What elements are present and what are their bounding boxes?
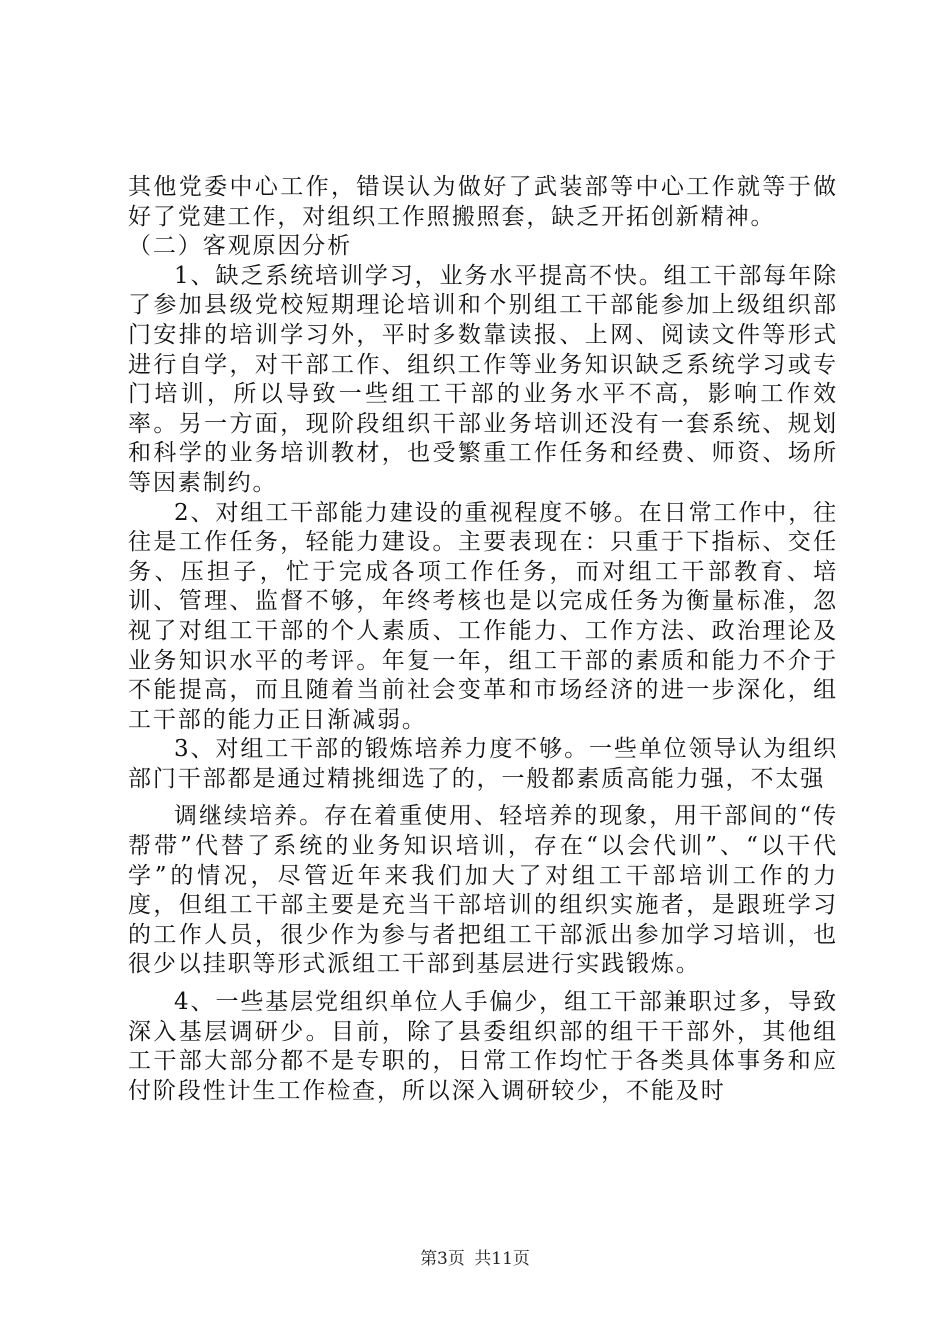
page-total: 共11页 (474, 1249, 530, 1269)
document-body (128, 173, 838, 1106)
paragraph-item-3: 3、对组工干部的锻炼培养力度不够。一些单位领导认为组织部门干部都是通过精挑细选了的，一般都素质高能力强，不太强 (128, 736, 838, 792)
paragraph-continuation: 其他党委中心工作，错误认为做好了武装部等中心工作就等于做好了党建工作，对组织工作照搬照套，缺乏开拓创新精神。 (128, 174, 838, 230)
section-heading: （二）客观原因分析 (128, 233, 353, 260)
paragraph-item-2: 2、对组工干部能力建设的重视程度不够。在日常工作中，往往是工作任务，轻能力建设。主要表现在：只重于下指标、交任务、压担子，忙于完成各项工作任务，而对组工干部教育、培训、管理、监督不够，年终考核也是以完成任务为衡量标准，忽视了对组工干部的个人素质、工作能力、工作方法、政治理论及业务知识水平的考评。年复一年，组工干部的素质和能力不介于不能提高，而且随着当前社会变革和市场经济的进一步深化，组工干部的能力正日渐减弱。 (128, 499, 838, 733)
page-footer (0, 1244, 950, 1269)
page-number: 第3页 (420, 1249, 465, 1269)
paragraph-item-4: 4、一些基层党组织单位人手偏少，组工干部兼职过多，导致深入基层调研少。目前，除了县委组织部的组干干部外，其他组工干部大部分都不是专职的，日常工作均忙于各类具体事务和应付阶段性计生工作检查，所以深入调研较少，不能及时 (128, 989, 838, 1104)
paragraph-item-3-continued: 调继续培养。存在着重使用、轻培养的现象，用干部间的“传帮带”代替了系统的业务知识培训，存在“以会代训”、“以干代学”的情况，尽管近年来我们加大了对组工干部培训工作的力度，但组工干部主要是充当干部培训的组织实施者，是跟班学习的工作人员，很少作为参与者把组工干部派出参加学习培训，也很少以挂职等形式派组工干部到基层进行实践锻炼。 (128, 803, 838, 978)
paragraph-item-1: 1、缺乏系统培训学习，业务水平提高不快。组工干部每年除了参加县级党校短期理论培训和个别组工干部能参加上级组织部门安排的培训学习外，平时多数靠读报、上网、阅读文件等形式进行自学，对干部工作、组织工作等业务知识缺乏系统学习或专门培训，所以导致一些组工干部的业务水平不高，影响工作效率。另一方面，现阶段组织干部业务培训还没有一套系统、规划和科学的业务培训教材，也受繁重工作任务和经费、师资、场所等因素制约。 (128, 262, 838, 496)
